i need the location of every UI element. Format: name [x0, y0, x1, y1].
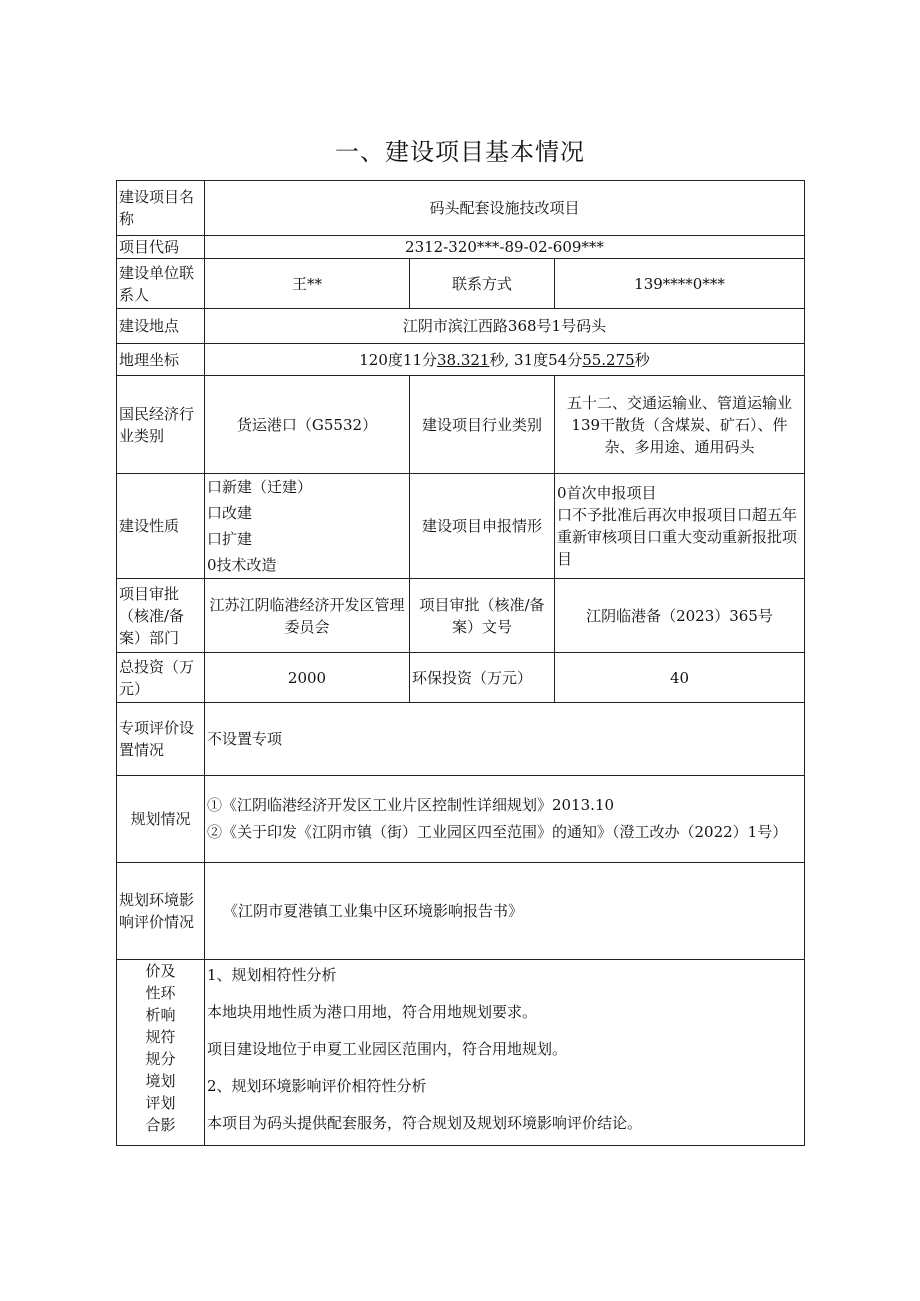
nature-options [205, 474, 410, 579]
contact-value: 王** [205, 259, 410, 309]
row-planning [117, 776, 805, 863]
contact-method-label: 联系方式 [410, 259, 555, 309]
report-value: 0首次申报项目 口不予批准后再次申报项目口超五年重新审核项目口重大变动重新报批项目 [555, 474, 805, 579]
report-label: 建设项目申报情形 [410, 474, 555, 579]
plan-env-value: 《江阴市夏港镇工业集中区环境影响报告书》 [205, 863, 805, 960]
page-title: 一、建设项目基本情况 [335, 138, 585, 166]
nature-option-tech: 0技术改造 [207, 556, 277, 574]
special-label: 专项评价设置情况 [117, 703, 205, 776]
nature-option-rebuild: 口改建 [207, 504, 253, 522]
row-plan-env [117, 863, 805, 960]
row-industry [117, 376, 805, 474]
nature-option-new: 口新建（迁建） [207, 478, 313, 496]
row-approval [117, 579, 805, 653]
approval-label: 项目审批（核准/备案）部门 [117, 579, 205, 653]
conformity-heading-1: 1、规划相符性分析 [207, 966, 337, 984]
project-code-value: 2312-320***-89-02-609*** [205, 236, 805, 259]
location-label: 建设地点 [117, 309, 205, 344]
approval-dept: 江苏江阴临港经济开发区管理委员会 [205, 579, 410, 653]
planning-line-1: ①《江阴临港经济开发区工业片区控制性详细规划》2013.10 [207, 796, 615, 814]
row-project-code [117, 236, 805, 259]
row-coords [117, 344, 805, 376]
project-name-value: 码头配套设施技改项目 [205, 181, 805, 236]
conformity-text-2: 项目建设地位于申夏工业园区范围内，符合用地规划。 [207, 1040, 568, 1058]
contact-method-value: 139****0*** [555, 259, 805, 309]
row-special [117, 703, 805, 776]
investment-label: 总投资（万元） [117, 653, 205, 703]
nature-label: 建设性质 [117, 474, 205, 579]
planning-line-2: ②《关于印发《江阴市镇（街）工业园区四至范围》的通知》（澄工改办（2022）1号） [207, 823, 788, 841]
row-contact [117, 259, 805, 309]
env-investment-value: 40 [555, 653, 805, 703]
conformity-heading-2: 2、规划环境影响评价相符性分析 [207, 1077, 427, 1095]
coords-label: 地理坐标 [117, 344, 205, 376]
row-conformity [117, 960, 805, 1146]
env-investment-label: 环保投资（万元） [410, 653, 555, 703]
project-info-table [116, 180, 805, 1146]
nature-option-expand: 口扩建 [207, 530, 253, 548]
project-code-label: 项目代码 [117, 236, 205, 259]
industry-label: 国民经济行业类别 [117, 376, 205, 474]
plan-env-label: 规划环境影响评价情况 [117, 863, 205, 960]
approval-doc-label: 项目审批（核准/备案）文号 [410, 579, 555, 653]
conformity-text-1: 本地块用地性质为港口用地，符合用地规划要求。 [207, 1003, 538, 1021]
location-value: 江阴市滨江西路368号1号码头 [205, 309, 805, 344]
special-value: 不设置专项 [205, 703, 805, 776]
industry-value: 货运港口（G5532） [205, 376, 410, 474]
industry-category-value: 五十二、交通运输业、管道运输业139干散货（含煤炭、矿石）、件杂、多用途、通用码头 [555, 376, 805, 474]
coords-value: 120度11分38.321秒, 31度54分55.275秒 [205, 344, 805, 376]
row-location [117, 309, 805, 344]
row-nature [117, 474, 805, 579]
planning-label: 规划情况 [117, 776, 205, 863]
conformity-label: 价及 性环 析响 规符 规分 境划 评划 合影 [117, 960, 205, 1146]
row-project-name [117, 181, 805, 236]
conformity-analysis [205, 960, 805, 1146]
investment-value: 2000 [205, 653, 410, 703]
project-name-label: 建设项目名称 [117, 181, 205, 236]
approval-doc-value: 江阴临港备（2023）365号 [555, 579, 805, 653]
conformity-text-3: 本项目为码头提供配套服务，符合规划及规划环境影响评价结论。 [207, 1114, 643, 1132]
row-investment [117, 653, 805, 703]
industry-category-label: 建设项目行业类别 [410, 376, 555, 474]
planning-value [205, 776, 805, 863]
contact-label: 建设单位联系人 [117, 259, 205, 309]
